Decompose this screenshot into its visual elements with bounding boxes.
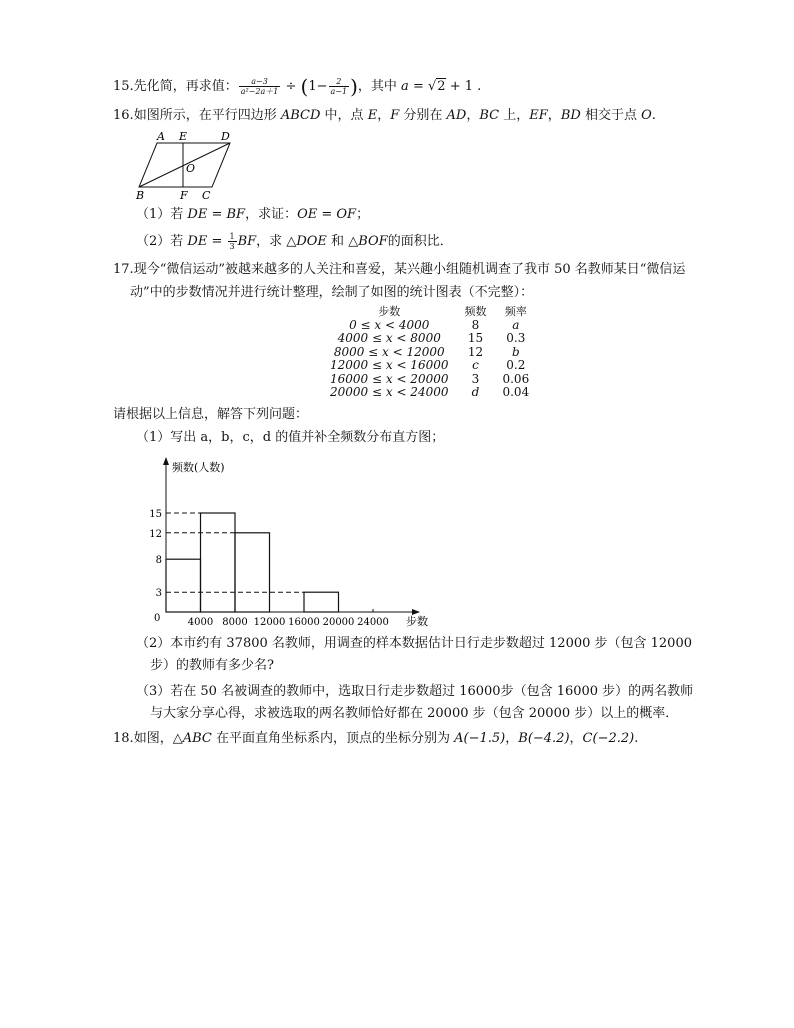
- q16-bd: BD: [560, 108, 581, 123]
- q15-suffix: ，其中: [357, 79, 397, 94]
- q15-eq: =: [408, 79, 428, 94]
- y-tick-label: 15: [149, 509, 162, 520]
- label-f: F: [180, 189, 188, 202]
- table-cell: 16000 ≤ x < 20000: [330, 371, 449, 386]
- histogram-bar: [304, 592, 339, 612]
- table-cell: 4000 ≤ x < 8000: [337, 331, 441, 345]
- q16-part1-mid: ，求证：: [245, 207, 298, 222]
- table-cell: 0.06: [502, 371, 530, 386]
- q18-point-b: B(−4.2): [518, 731, 570, 746]
- table-row: [322, 319, 537, 333]
- table-cell: d: [471, 385, 480, 399]
- table-cell: 0.2: [506, 358, 526, 372]
- table-cell: 12: [467, 344, 484, 359]
- table-cell: 0.04: [502, 385, 530, 399]
- q16-text-a: 如图所示，在平行四边形: [133, 108, 277, 123]
- q18-stem: [113, 730, 638, 748]
- q16-part2-cond-b: BF: [237, 234, 257, 249]
- table-cell: 15: [467, 331, 484, 345]
- table-row: [322, 373, 537, 387]
- table-header: 频率: [504, 305, 527, 318]
- q18-period: .: [634, 731, 639, 746]
- y-axis-arrow-icon: [163, 457, 169, 465]
- histogram-bar: [201, 513, 236, 612]
- q16-part1-prefix: （1）若: [136, 207, 184, 222]
- q17-line1: 现今“微信运动”被越来越多的人关注和喜爱，某兴趣小组随机调查了我市 50 名教师某日“微信运: [133, 262, 686, 277]
- table-cell: 0.3: [506, 331, 526, 345]
- x-tick-label: 24000: [357, 617, 389, 628]
- x-tick-label: 20000: [322, 617, 355, 628]
- q15-sqrt-arg: 2: [437, 79, 446, 94]
- x-tick-label: 4000: [187, 617, 214, 628]
- q15-tail: + 1 .: [445, 79, 482, 94]
- q16-part2-end: 的面积比．: [387, 234, 453, 249]
- y-axis-label: 频数(人数): [172, 461, 225, 474]
- q16-part2-and: 和: [331, 234, 345, 249]
- label-o: O: [186, 162, 196, 175]
- table-header: 频数: [464, 305, 487, 318]
- x-axis-label: 步数: [406, 615, 428, 628]
- right-paren: ): [350, 74, 358, 99]
- q18-triangle: △ABC: [172, 731, 212, 746]
- q16-part2-t1: △DOE: [286, 234, 327, 249]
- q16-part2-cond-a: DE =: [187, 234, 227, 249]
- q16-text-d: 上，: [503, 108, 530, 123]
- q16-part1: [136, 206, 369, 224]
- q18-text-a: 如图，: [133, 731, 173, 746]
- q17-intro: 请根据以上信息，解答下列问题：: [113, 407, 309, 422]
- label-e: E: [179, 130, 188, 143]
- table-cell: 20000 ≤ x < 24000: [330, 385, 449, 399]
- q17-part3-line1: （3）若在 50 名被调查的教师中，选取日行走步数超过 16000步（包含 16000 步）的两名教师: [136, 684, 694, 699]
- q18-point-a: A(−1.5): [454, 731, 506, 746]
- y-tick-label: 8: [155, 555, 162, 567]
- q18-comma: ，: [569, 731, 583, 746]
- q16-comma: ，: [547, 108, 561, 123]
- table-cell: 0 ≤ x < 4000: [349, 317, 430, 332]
- table-cell: b: [512, 344, 520, 359]
- label-a: A: [157, 130, 165, 143]
- q15-one-minus: 1−: [308, 79, 328, 94]
- histogram-bar: [166, 559, 201, 612]
- q17-part2-line1: （2）本市约有 37800 名教师，用调查的样本数据估计日行走步数超过 12000 步（包含 12000: [136, 636, 692, 651]
- q18-point-c: C(−2.2): [582, 731, 635, 746]
- table-row: [322, 359, 537, 373]
- y-tick-label: 3: [155, 588, 162, 600]
- x-tick-label: 12000: [253, 617, 286, 628]
- q15-var: a: [401, 79, 409, 94]
- q16-ef: EF: [529, 108, 548, 123]
- table-row: [322, 386, 537, 400]
- table-row: [322, 346, 537, 360]
- table-cell: 12000 ≤ x < 16000: [330, 358, 449, 372]
- q16-f: F: [390, 108, 400, 123]
- q17-stem-line1: [113, 261, 685, 279]
- table-cell: c: [472, 358, 479, 372]
- q16-part2-fraction: $\frac{1}{3}$: [229, 232, 235, 251]
- label-d: D: [221, 130, 230, 143]
- q15-number: 15.: [113, 79, 134, 94]
- q16-part1-goal: OE = OF: [297, 207, 357, 222]
- label-b: B: [136, 189, 145, 202]
- q16-ad: AD: [446, 108, 467, 123]
- q16-text-e: 相交于点: [584, 108, 637, 123]
- parallelogram-figure: [130, 128, 242, 204]
- x-tick-label: 16000: [288, 617, 320, 628]
- q15-line: [113, 74, 482, 99]
- table-header-row: [322, 305, 537, 319]
- left-paren: (: [300, 74, 309, 99]
- table-cell: 8000 ≤ x < 12000: [333, 344, 445, 359]
- q18-number: 18.: [113, 731, 134, 746]
- label-c: C: [202, 189, 211, 202]
- q16-e: E: [367, 108, 378, 123]
- q15-fraction-1: $\frac{a-3}{\text{a²−2a＋1}}$: [240, 77, 279, 96]
- y-tick-label: 12: [149, 528, 162, 540]
- q16-bc: BC: [479, 108, 500, 123]
- q16-period: .: [651, 108, 656, 123]
- q16-part2-prefix: （2）若: [136, 234, 184, 249]
- histogram-chart: [140, 455, 440, 633]
- q16-abcd: ABCD: [280, 108, 321, 123]
- q16-o: O: [641, 108, 652, 123]
- q18-text-b: 在平面直角坐标系内，顶点的坐标分别为: [215, 731, 450, 746]
- q16-text-c: 分别在: [403, 108, 443, 123]
- histogram-bar: [235, 533, 270, 612]
- q16-part1-cond: DE = BF: [187, 207, 246, 222]
- q16-number: 16.: [113, 108, 134, 123]
- x-tick-label: 8000: [222, 617, 248, 628]
- table-cell: a: [512, 317, 520, 332]
- q16-part1-end: ；: [356, 207, 370, 222]
- q16-part2: [136, 232, 453, 251]
- q16-part2-mid: ，求: [256, 234, 283, 249]
- table-cell: 3: [471, 371, 480, 386]
- q15-divide: ÷: [285, 79, 297, 94]
- frequency-table: [322, 305, 537, 400]
- q17-part2-line2: 步）的教师有多少名?: [150, 658, 274, 673]
- segment-bd: [139, 143, 230, 187]
- q16-comma: ，: [377, 108, 391, 123]
- origin-label: 0: [154, 613, 161, 624]
- q15-prefix: 先化简，再求值：: [133, 79, 238, 94]
- table-cell: 8: [471, 317, 480, 332]
- q16-comma: ，: [466, 108, 480, 123]
- table-header: 步数: [378, 305, 401, 318]
- q16-part2-t2: △BOF: [348, 234, 388, 249]
- table-row: [322, 332, 537, 346]
- q17-number: 17.: [113, 262, 134, 277]
- q15-fraction-2: $\frac{2}{a-1}$: [330, 77, 348, 96]
- q17-stem-line2: 动”中的步数情况并进行统计整理，绘制了如图的统计图表（不完整）：: [130, 285, 534, 300]
- sqrt-icon: √: [427, 79, 437, 94]
- q16-stem: [113, 107, 656, 125]
- q16-text-b: 中，点: [324, 108, 364, 123]
- q17-part3-line2: 与大家分享心得，求被选取的两名教师恰好都在 20000 步（包含 20000 步）以上的概率．: [150, 706, 679, 721]
- q18-comma: ，: [505, 731, 519, 746]
- q17-part1: （1）写出 a，b，c，d 的值并补全频数分布直方图；: [136, 430, 445, 445]
